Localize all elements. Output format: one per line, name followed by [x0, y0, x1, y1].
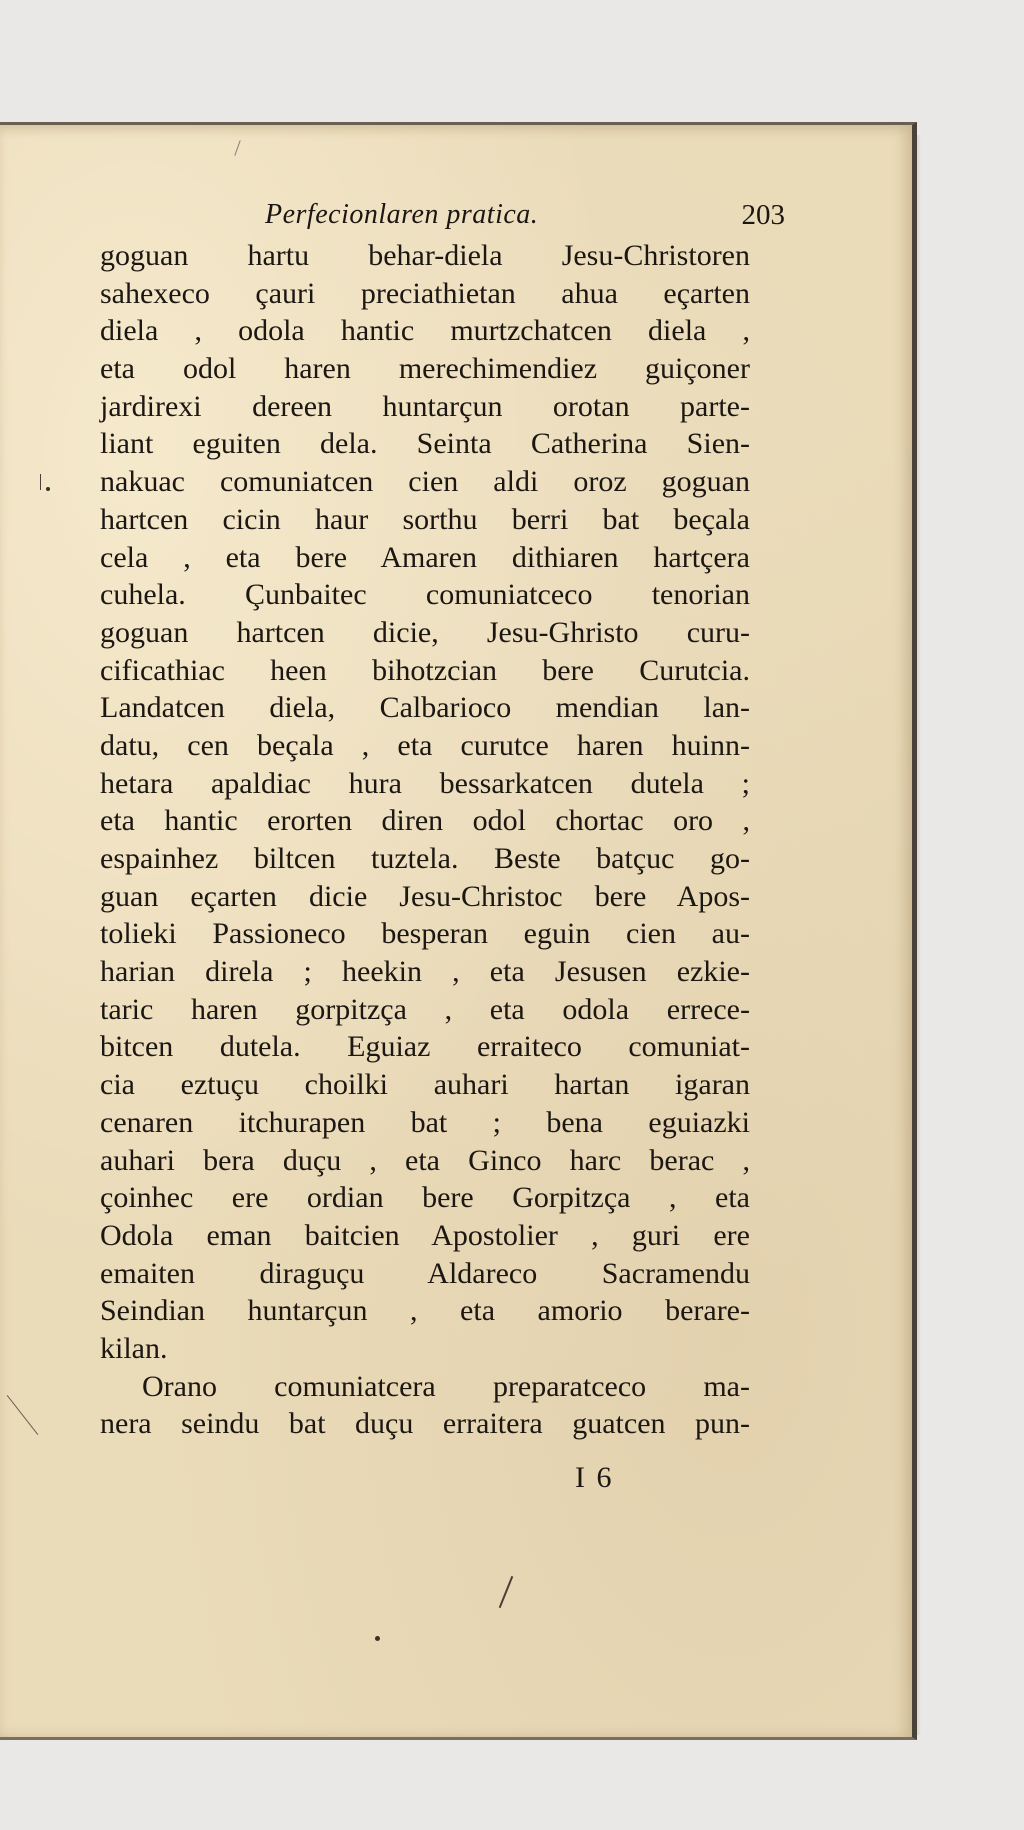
text-line: diela , odola hantic murtzchatcen diela , — [100, 314, 750, 348]
text-line: guan eçarten dicie Jesu-Christoc bere Apos- — [100, 879, 750, 913]
text-line: datu, cen beçala , eta curutce haren huinn- — [100, 728, 750, 762]
text-line: cenaren itchurapen bat ; bena eguiazki — [100, 1105, 750, 1139]
ink-stroke-mark — [499, 1576, 514, 1608]
text-line: cela , eta bere Amaren dithiaren hartçera — [100, 540, 750, 574]
text-line: harian direla ; heekin , eta Jesusen ezkie- — [100, 955, 750, 989]
book-page — [0, 122, 917, 1740]
margin-scratch — [40, 474, 41, 490]
running-title: Perfecionlaren pratica. — [265, 199, 539, 230]
text-line: nakuac comuniatcen cien aldi oroz goguan — [100, 465, 750, 499]
ink-speck — [46, 487, 50, 491]
text-line: tolieki Passioneco besperan eguin cien au- — [100, 917, 750, 951]
text-line: cia eztuçu choilki auhari hartan igaran — [100, 1068, 750, 1102]
text-line: sahexeco çauri preciathietan ahua eçarten — [100, 276, 750, 310]
text-line: eta odol haren merechimendiez guiçoner — [100, 352, 750, 386]
text-line: goguan hartcen dicie, Jesu-Ghristo curu- — [100, 615, 750, 649]
body-text — [100, 237, 750, 1443]
text-line: hetara apaldiac hura bessarkatcen dutela ; — [100, 766, 750, 800]
text-line: jardirexi dereen huntarçun orotan parte- — [100, 389, 750, 423]
signature-mark: I 6 — [575, 1461, 614, 1494]
page-number: 203 — [741, 199, 785, 231]
text-line: Landatcen diela, Calbarioco mendian lan- — [100, 691, 750, 725]
text-line: cificathiac heen bihotzcian bere Curutcia. — [100, 653, 750, 687]
text-line: emaiten diraguçu Aldareco Sacramendu — [100, 1256, 750, 1290]
ink-speck — [375, 1636, 380, 1641]
text-line: kilan. — [100, 1331, 168, 1365]
text-line: cuhela. Çunbaitec comuniatceco tenorian — [100, 578, 750, 612]
text-line: nera seindu bat duçu erraitera guatcen pun- — [100, 1407, 750, 1441]
text-line-paragraph-start: Orano comuniatcera preparatceco ma- — [142, 1369, 750, 1403]
text-line: Seindian huntarçun , eta amorio berare- — [100, 1294, 750, 1328]
text-line: hartcen cicin haur sorthu berri bat beçala — [100, 502, 750, 536]
text-line: eta hantic erorten diren odol chortac oro , — [100, 804, 750, 838]
page-header — [265, 199, 785, 239]
text-line: liant eguiten dela. Seinta Catherina Sien- — [100, 427, 750, 461]
text-line: bitcen dutela. Eguiaz erraiteco comuniat- — [100, 1030, 750, 1064]
text-line: çoinhec ere ordian bere Gorpitzça , eta — [100, 1181, 750, 1215]
text-line: auhari bera duçu , eta Ginco harc berac , — [100, 1143, 750, 1177]
text-line: taric haren gorpitzça , eta odola errece- — [100, 992, 750, 1026]
text-line: goguan hartu behar-diela Jesu-Christoren — [100, 239, 750, 272]
text-line: Odola eman baitcien Apostolier , guri ere — [100, 1218, 750, 1252]
text-line: espainhez biltcen tuztela. Beste batçuc go- — [100, 842, 750, 875]
